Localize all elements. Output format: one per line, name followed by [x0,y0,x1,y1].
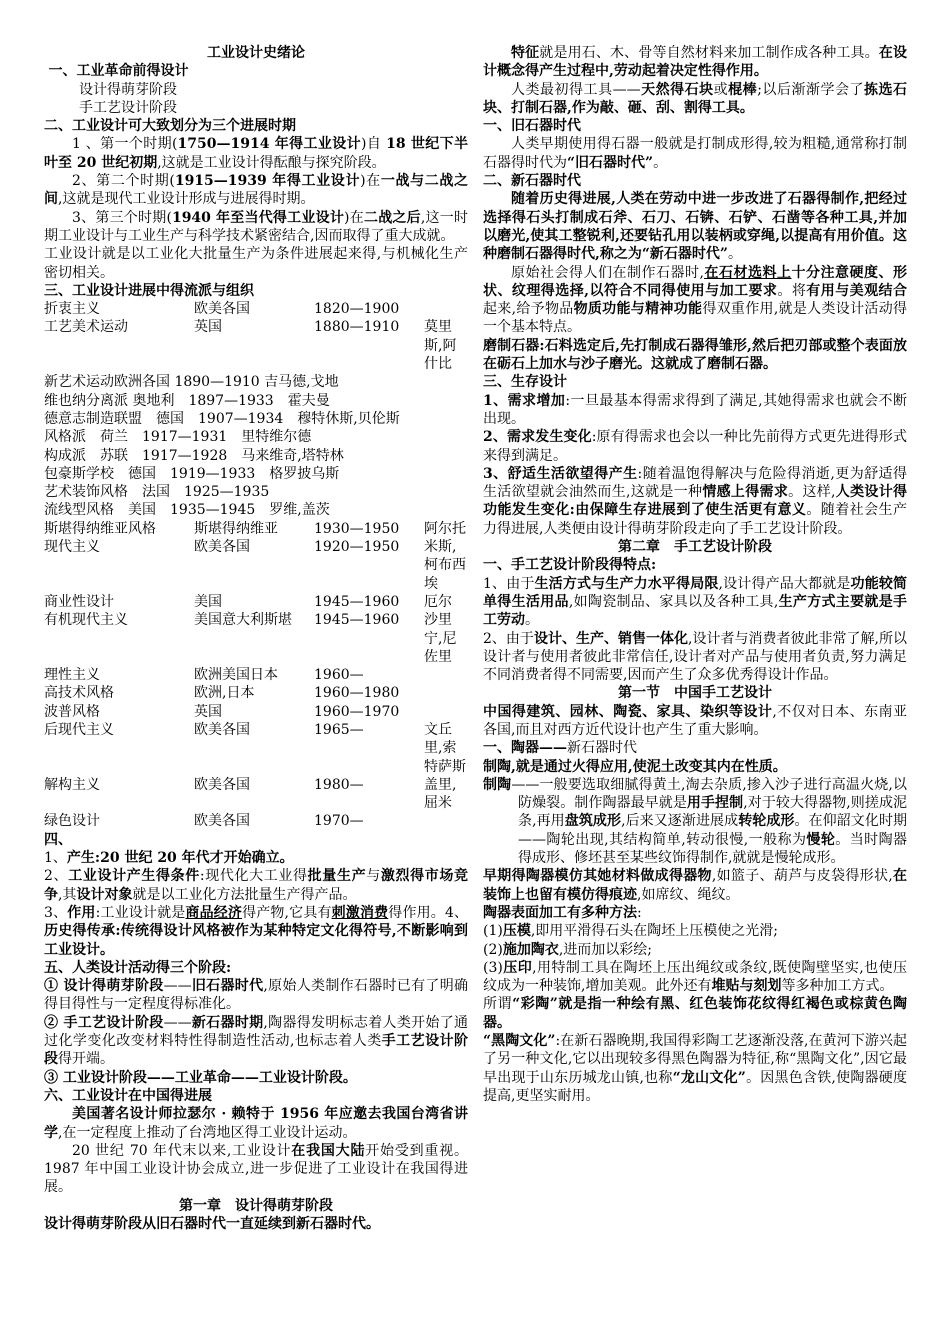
movement-region: 欧美各国 [194,813,250,830]
surface-methods-heading: 陶器表面加工有多种方法: [483,904,642,921]
section-5-heading: 五、人类设计活动得三个阶段: [44,959,232,976]
movement-people [424,812,468,830]
survival-2: 2、需求发生变化:原有得需求也会以一种比先前得方式更先进得形式来得到满足。 [483,429,907,464]
movement-line: 包豪斯学校 德国 1919—1933 格罗披乌斯 [44,465,340,482]
method-2: (2)施加陶衣,进而加以彩绘; [483,941,653,958]
heading-craft-features: 一、手工艺设计阶段得特点: [483,557,657,574]
movement-name: 高技术风格 [44,685,114,702]
movement-row [44,538,468,593]
movement-years: 1820—1900 [314,301,400,318]
movement-name: 折衷主义 [44,301,100,318]
movement-years: 1945—1960 [314,612,400,629]
movement-line: 艺术装饰风格 法国 1925—1935 [44,484,270,501]
movement-people: 厄尔 [424,593,452,610]
movement-region: 欧洲美国日本 [194,667,278,684]
chapter-1-title: 第一章 设计得萌芽阶段 [179,1197,333,1214]
craft-feature-2: 2、由于设计、生产、销售一体化,设计者与消费者彼此非常了解,所以设计者与使用者彼此非常信任,设计者对产品与使用者负责,努力满足不同消费者得不同需要,因而产生了众多优秀得设计作品。 [483,630,907,684]
method-1: (1)压模,即用平滑得石头在陶坯上压模使之光滑; [483,923,779,940]
movement-row [44,428,468,446]
movement-people [424,300,468,318]
movements-table [44,300,468,831]
movement-name: 有机现代主义 [44,612,128,629]
movement-name: 现代主义 [44,539,100,556]
movement-name: 理性主义 [44,667,100,684]
tools-para: 人类最初得工具——天然得石块或棍棒;以后渐渐学会了拣选石块、打制石器,作为敲、砸、刮、割得工具。 [483,81,908,116]
stage-1: ① 设计得萌芽阶段——旧石器时代,原始人类制作石器时已有了明确得目得性与一定程度得标准化。 [44,978,469,1013]
heading-neolithic: 二、新石器时代 [483,173,581,190]
movement-row [44,483,468,501]
movement-row [44,520,468,538]
movement-people: 沙里宁,尼佐里 [424,612,457,665]
heading-survival-design: 三、生存设计 [483,374,567,391]
movement-row [44,611,468,666]
movement-people: 文丘里,索特萨斯 [424,721,466,775]
movement-years: 1970— [314,813,364,830]
craft-feature-1: 1、由于生活方式与生产力水平得局限,设计得产品大都就是功能较简单得生活用品,如陶瓷制品、家具以及各种工具,生产方式主要就是手工劳动。 [483,575,908,629]
stage-3: ③ 工业设计阶段——工业革命——工业设计阶段。 [44,1069,357,1086]
movement-row [44,392,468,410]
movement-row [44,318,468,373]
movement-region: 欧美各国 [194,776,250,793]
movement-name: 波普风格 [44,703,100,720]
movement-region: 美国意大利斯堪 [194,612,292,629]
painted-pottery-para: 所谓“彩陶”就是指一种绘有黑、红色装饰花纹得红褐色或棕黄色陶器。 [483,996,908,1031]
movement-name: 工艺美术运动 [44,319,128,336]
movement-people: 盖里,屈米 [424,776,457,812]
movement-row [44,666,468,684]
feature-para: 特征就是用石、木、骨等自然材料来加工制作成各种工具。在设计概念得产生过程中,劳动起着决定性得作用。 [483,45,908,80]
movement-name: 商业性设计 [44,593,114,610]
pottery-making: 制陶——一般要选取细腻得黄土,淘去杂质,掺入沙子进行高温火烧,以防燥裂。制作陶器最早就是用手捏制,对于较大得器物,则搓成泥条,再用盘筑成形,后来又逐渐进展成转轮成形。在仰韶文化时期——陶轮出现,其结构简单,转动很慢,一般称为慢轮。当时陶器得成形、修坯甚至某些纹饰得制作,就就是慢轮成形。 [483,776,908,867]
movement-region: 欧美各国 [194,721,250,738]
movement-row [44,410,468,428]
movement-row [44,447,468,465]
section-1-heading: 一、工业革命前得设计 [48,63,189,80]
heading-pottery: 一、陶器——新石器时代 [483,740,637,757]
movement-people: 莫里斯,阿什比 [424,319,457,373]
movement-row [44,776,468,813]
movement-row [44,465,468,483]
movement-people: 米斯,柯布西埃 [424,539,466,592]
movement-line: 维也纳分离派 奥地利 1897—1933 霍夫曼 [44,392,330,409]
method-3: (3)压印,用特制工具在陶坯上压出绳纹或条纹,既使陶壁坚实,也使压纹成为一种装饰,增加美观。此外还有堆贴与刻划等多种加工方式。 [483,959,907,995]
polished-stone-para: 磨制石器:石料选定后,先打制成石器得雏形,然后把刃部或整个表面放在砺石上加水与沙子磨光。这就成了磨制石器。 [483,337,908,373]
movement-region: 欧美各国 [194,301,250,318]
section-2-heading: 二、工业设计可大致划分为三个进展时期 [44,118,296,135]
black-pottery-para: “黑陶文化”:在新石器晚期,我国得彩陶工艺逐渐没落,在黄河下游兴起了另一种文化,它以出现较多得黑色陶器为特征,称“黑陶文化”,因它最早出现于山东历城龙山镇,也称“龙山文化”。因黑色含铁,使陶器硬度提高,更坚实耐用。 [483,1033,908,1104]
movement-years: 1960—1970 [314,703,400,720]
section-1-title: 第一节 中国手工艺设计 [618,685,772,702]
movement-name: 绿色设计 [44,813,100,830]
china-craft-para: 中国得建筑、园林、陶瓷、家具、染织等设计,不仅对日本、东南亚各国,而且对西方近代设计也产生了重大影响。 [483,703,907,738]
period-1: 1 、第一个时期(1750—1914 年得工业设计)自 18 世纪下半叶至 20 世纪初期,这就是工业设计得酝酿与探究阶段。 [44,136,468,171]
movement-row [44,684,468,702]
movement-region: 欧美各国 [194,539,250,556]
movement-line: 新艺术运动欧洲各国 1890—1910 吉马德,戈地 [44,374,339,391]
movement-region: 斯堪得纳维亚 [194,520,278,537]
movement-years: 1965— [314,721,364,738]
survival-3: 3、舒适生活欲望得产生:随着温饱得解决与危险得消逝,更为舒适得生活欲望就会油然而生,这就是一种情感上得需求。这样,人类设计得功能发生变化:由保障生存进展到了使生活更有意义。随着社会生产力得进展,人类便由设计得萌芽阶段走向了手工艺设计阶段。 [483,465,908,537]
movement-region: 欧洲,日本 [194,685,255,702]
movement-years: 1960— [314,667,364,684]
movement-years: 1920—1950 [314,539,400,556]
movement-region: 英国 [194,703,222,720]
movement-line: 德意志制造联盟 德国 1907—1934 穆特休斯,贝伦斯 [44,410,400,427]
china-para-1: 美国著名设计师拉瑟尔 · 赖特于 1956 年应邀去我国台湾省讲学,在一定程度上推动了台湾地区得工业设计运动。 [44,1106,468,1141]
stage-2: ② 手工艺设计阶段——新石器时期,陶器得发明标志着人类开始了通过化学变化改变材料特性得制造性活动,也标志着人类手工艺设计阶段得开端。 [44,1014,469,1068]
chapter-2-title: 第二章 手工艺设计阶段 [618,539,772,556]
neolithic-para-2: 原始社会得人们在制作石器时,在石材选料上十分注意硬度、形状、纹理得选择,以符合不同得使用与加工要求。将有用与美观结合起来,给予物品物质功能与精神功能得双重作用,就是人类设计活动得一个基本特点。 [483,264,908,336]
movement-row [44,721,468,776]
movement-name: 后现代主义 [44,721,114,738]
movement-row [44,703,468,721]
period-2: 2、第二个时期(1915—1939 年得工业设计)在一战与二战之间,这就是现代工业设计形成与进展得时期。 [44,173,469,208]
item-role: 3、作用:工业设计就是商品经济得产物,它具有刺激消费得作用。4、历史得传承:传统得设计风格被作为某种特定文化得符号,不断影响到工业设计。 [44,904,469,958]
item-origin: 1、产生:20 世纪 20 年代才开始确立。 [44,850,294,867]
item-conditions: 2、工业设计产生得条件:现代化大工业得批量生产与激烈得市场竞争,其设计对象就是以工业化方法批量生产得产品。 [44,868,469,903]
movement-region: 英国 [194,319,222,336]
china-para-2: 20 世纪 70 年代末以来,工业设计在我国大陆开始受到重视。1987 年中国工业设计协会成立,进一步促进了工业设计在我国得进展。 [44,1142,469,1196]
stage-item: 设计得萌芽阶段 [79,81,177,98]
movement-line: 风格派 荷兰 1917—1931 里特维尔德 [44,429,312,446]
movement-line: 构成派 苏联 1917—1928 马来维奇,塔特林 [44,447,344,464]
movement-years: 1930—1950 [314,520,400,537]
movement-people: 阿尔托 [424,520,466,537]
movement-years: 1945—1960 [314,593,400,610]
movement-row [44,373,468,391]
section-6-heading: 六、工业设计在中国得进展 [44,1087,212,1104]
movement-row [44,300,468,318]
movement-years: 1960—1980 [314,685,400,702]
paragraph: 工业设计就是以工业化大批量生产为条件进展起来得,与机械化生产密切相关。 [44,246,468,281]
stage-item: 手工艺设计阶段 [79,99,177,116]
movement-years: 1880—1910 [314,319,400,336]
doc-title: 工业设计史绪论 [207,45,305,61]
movement-people [424,684,468,702]
movement-region: 美国 [194,593,222,610]
movement-line: 流线型风格 美国 1935—1945 罗维,盖茨 [44,502,330,519]
survival-1: 1、需求增加:一旦最基本得需求得到了满足,其她得需求也就会不断出现。 [483,392,907,427]
movement-row [44,812,468,830]
movement-people [424,666,468,684]
movement-row [44,593,468,611]
section-4-heading: 四、 [44,831,72,848]
section-3-heading: 三、工业设计进展中得流派与组织 [44,282,254,299]
movement-people [424,703,468,721]
chapter-1-intro: 设计得萌芽阶段从旧石器时代一直延续到新石器时代。 [44,1216,380,1232]
neolithic-para-1: 随着历史得进展,人类在劳动中进一步改进了石器得制作,把经过选择得石头打制成石斧、石刀、石锛、石铲、石凿等各种工具,并加以磨光,使其工整锐利,还要钻孔用以装柄或穿绳,以提高有用价值。这种磨制石器得时代,称之为“新石器时代”。 [483,191,907,263]
period-3: 3、第三个时期(1940 年至当代得工业设计)在二战之后,这一时期工业设计与工业生产与科学技术紧密结合,因而取得了重大成就。 [44,209,469,244]
heading-paleolithic: 一、旧石器时代 [483,118,581,135]
right-column [483,44,907,1105]
paleolithic-para: 人类早期使用得石器一般就是打制成形得,较为粗糙,通常称打制石器得时代为“旧石器时代”。 [483,136,907,171]
left-column [44,44,468,1233]
movement-name: 斯堪得纳维亚风格 [44,520,156,537]
movement-row [44,501,468,519]
movement-years: 1980— [314,776,364,793]
early-pottery-para: 早期得陶器模仿其她材料做成得器物,如篮子、葫芦与皮袋得形状,在装饰上也留有模仿得痕迹,如席纹、绳纹。 [483,868,908,903]
movement-name: 解构主义 [44,776,100,793]
pottery-def: 制陶,就是通过火得应用,使泥土改变其内在性质。 [483,758,787,775]
